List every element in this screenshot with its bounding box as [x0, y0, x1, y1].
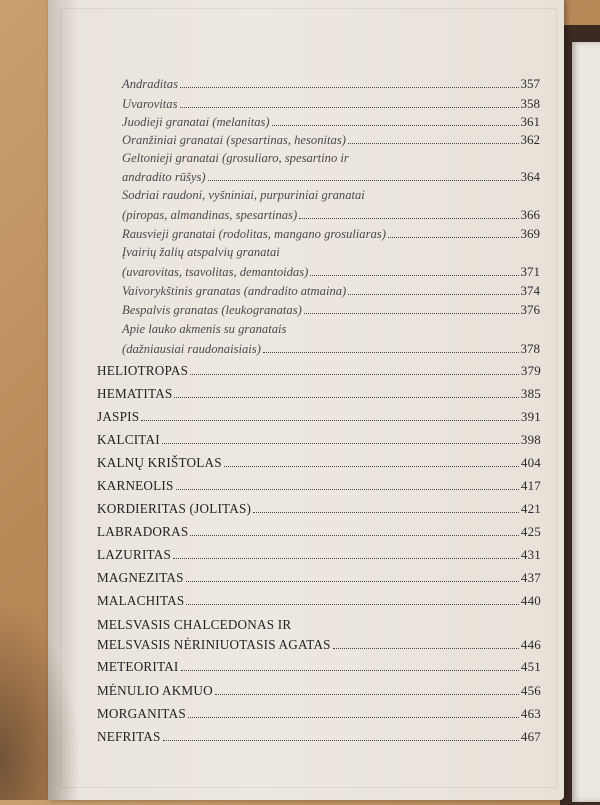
leader-dots: [348, 143, 519, 144]
entry-page: 421: [520, 501, 541, 516]
entry-title: Rausvieji granatai (rodolitas, mangano grosuliaras): [122, 227, 386, 241]
leader-dots: [176, 489, 519, 490]
leader-dots: [186, 581, 519, 582]
toc-main-entry: [97, 706, 541, 722]
leader-dots: [162, 443, 519, 444]
entry-page: 358: [520, 96, 540, 111]
toc-main-entry: [97, 363, 541, 379]
entry-title: MAGNEZITAS: [97, 570, 184, 585]
entry-title-line1: Geltonieji granatai (grosuliaro, spesartino ir: [122, 151, 349, 165]
entry-title: Vaivorykštinis granatas (andradito atmaina): [122, 284, 347, 298]
entry-title-line2: (dažniausiai raudonaisiais): [122, 342, 261, 356]
leader-dots: [272, 125, 519, 126]
leader-dots: [181, 670, 519, 671]
leader-dots: [186, 604, 518, 605]
leader-dots: [163, 740, 519, 741]
toc-sub-entry: [122, 264, 540, 280]
leader-dots: [304, 313, 519, 314]
entry-title: Bespalvis granatas (leukogranatas): [122, 303, 302, 317]
entry-title: KALCITAI: [97, 432, 160, 447]
leader-dots: [174, 397, 518, 398]
entry-page: 417: [520, 478, 541, 493]
toc-main-entry: [97, 409, 541, 425]
entry-page: 361: [520, 114, 540, 129]
toc-main-entry: [97, 455, 541, 471]
entry-title: KALNŲ KRIŠTOLAS: [97, 455, 222, 470]
leader-dots: [141, 420, 519, 421]
entry-page: 371: [520, 264, 540, 279]
leader-dots: [310, 275, 518, 276]
leader-dots: [333, 648, 519, 649]
entry-title-line2: MELSVASIS NĖRINIUOTASIS AGATAS: [97, 637, 331, 652]
leader-dots: [208, 180, 519, 181]
entry-title-line2: andradito rūšys): [122, 170, 206, 184]
entry-title: MALACHITAS: [97, 593, 185, 608]
entry-title-line2: (uvarovitas, tsavolitas, demantoidas): [122, 265, 309, 279]
entry-title: MĖNULIO AKMUO: [97, 683, 213, 698]
entry-title-line1: Įvairių žalių atspalvių granatai: [122, 245, 280, 259]
toc-sub-entry: [122, 169, 540, 185]
entry-page: 379: [520, 363, 541, 378]
toc-main-entry: [97, 501, 541, 517]
entry-title-line1: Sodriai raudoni, vyšniniai, purpuriniai granatai: [122, 188, 365, 202]
entry-title: NEFRITAS: [97, 729, 161, 744]
toc-main-entry: [97, 659, 541, 675]
leader-dots: [188, 717, 519, 718]
toc-main-entry: [97, 593, 541, 609]
entry-title: LAZURITAS: [97, 547, 172, 562]
entry-title: JASPIS: [97, 409, 140, 424]
leader-dots: [173, 558, 519, 559]
toc-sub-entry: [122, 96, 540, 112]
entry-page: 369: [520, 226, 540, 241]
leader-dots: [263, 352, 519, 353]
entry-page: 385: [520, 386, 541, 401]
entry-page: 446: [520, 637, 541, 652]
leader-dots: [190, 535, 518, 536]
entry-title: KARNEOLIS: [97, 478, 174, 493]
toc-main-entry: [97, 683, 541, 699]
entry-page: 456: [520, 683, 541, 698]
leader-dots: [224, 466, 519, 467]
toc-main-entry: [97, 570, 541, 586]
entry-page: 404: [520, 455, 541, 470]
toc-main-entry: [97, 478, 541, 494]
toc-sub-entry: [122, 114, 540, 130]
entry-title: HEMATITAS: [97, 386, 173, 401]
entry-title-line1: MELSVASIS CHALCEDONAS IR: [97, 617, 292, 632]
entry-page: 425: [520, 524, 541, 539]
leader-dots: [253, 512, 519, 513]
leader-dots: [180, 107, 519, 108]
toc-main-entry: [97, 729, 541, 745]
toc-sub-entry: [122, 76, 540, 92]
entry-title: Andraditas: [122, 77, 178, 91]
leader-dots: [180, 87, 519, 88]
entry-page: 366: [520, 207, 540, 222]
toc-sub-entry: [122, 283, 540, 299]
entry-title: Oranžiniai granatai (spesartinas, hesonitas): [122, 133, 346, 147]
toc-main-entry: [97, 547, 541, 563]
leader-dots: [215, 694, 519, 695]
entry-page: 374: [520, 283, 540, 298]
toc-main-entry: [97, 432, 541, 448]
toc-main-entry: [97, 637, 541, 653]
toc-sub-entry: [122, 207, 540, 223]
toc-sub-entry: [122, 132, 540, 148]
toc-sub-entry: [122, 341, 540, 357]
entry-page: 467: [520, 729, 541, 744]
entry-page: 440: [520, 593, 541, 608]
entry-title: METEORITAI: [97, 659, 179, 674]
entry-page: 364: [520, 169, 540, 184]
entry-title: MORGANITAS: [97, 706, 186, 721]
entry-page: 391: [520, 409, 541, 424]
entry-page: 398: [520, 432, 541, 447]
entry-title: LABRADORAS: [97, 524, 189, 539]
toc-sub-entry: [122, 302, 540, 318]
entry-title-line1: Apie lauko akmenis su granatais: [122, 322, 287, 336]
toc-sub-entry: [122, 226, 540, 242]
entry-page: 376: [520, 302, 540, 317]
leader-dots: [388, 237, 519, 238]
toc-main-entry: [97, 386, 541, 402]
leader-dots: [299, 218, 518, 219]
entry-title: Uvarovitas: [122, 97, 178, 111]
entry-page: 378: [520, 341, 540, 356]
entry-title-line2: (piropas, almandinas, spesartinas): [122, 208, 298, 222]
entry-page: 437: [520, 570, 541, 585]
entry-page: 451: [520, 659, 541, 674]
toc-main-entry: [97, 524, 541, 540]
leader-dots: [190, 374, 519, 375]
entry-title: KORDIERITAS (JOLITAS): [97, 501, 252, 516]
entry-page: 463: [520, 706, 541, 721]
leader-dots: [348, 294, 518, 295]
entry-title: Juodieji granatai (melanitas): [122, 115, 270, 129]
entry-page: 362: [520, 132, 540, 147]
entry-page: 357: [520, 76, 540, 91]
entry-title: HELIOTROPAS: [97, 363, 189, 378]
entry-page: 431: [520, 547, 541, 562]
